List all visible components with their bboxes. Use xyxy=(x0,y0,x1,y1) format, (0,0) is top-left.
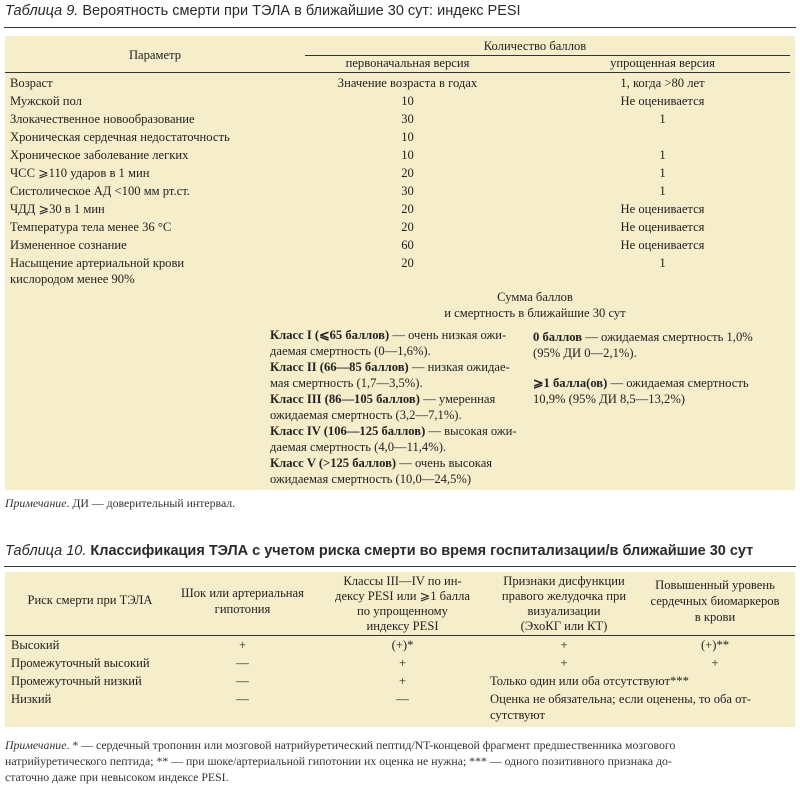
row-param: Возраст xyxy=(10,76,53,90)
class-item xyxy=(270,424,517,439)
table10-title-text: Классификация ТЭЛА с учетом риска смерти во время госпитализации/в ближайшие 30 сут xyxy=(90,543,754,559)
class-text: — высокая ожи- xyxy=(425,424,517,438)
table9-body xyxy=(5,36,795,490)
row-param: Хроническая сердечная недостаточность xyxy=(10,130,230,144)
class-item-line2: ожидаемая смертность (3,2—7,1%). xyxy=(270,408,462,422)
header-rv: Признаки дисфункции xyxy=(503,574,625,588)
note-label: Примечание xyxy=(5,738,67,752)
class-label: Класс IV (106—125 баллов) xyxy=(270,424,426,438)
class-item xyxy=(270,392,495,407)
row-simp: Не оценивается xyxy=(620,94,705,108)
risk-row-rv: + xyxy=(560,638,568,652)
risk-row-label: Промежуточный низкий xyxy=(11,674,142,688)
class-item-line2: мая смертность (1,7—3,5%). xyxy=(270,376,423,390)
row-orig: 60 xyxy=(401,238,414,252)
header-pesi-3: по упрощенному xyxy=(357,604,448,618)
row-param: Измененное сознание xyxy=(10,238,127,252)
row-simp: 1 xyxy=(659,148,666,162)
row-simp: Не оценивается xyxy=(620,202,705,216)
row-simp: 1 xyxy=(659,256,666,270)
row-param: Хроническое заболевание легких xyxy=(10,148,189,162)
row-simp: 1 xyxy=(659,184,666,198)
row-orig: 20 xyxy=(401,166,414,180)
note-text: . ДИ — доверительный интервал. xyxy=(66,496,236,510)
class-item xyxy=(270,456,492,471)
header-bio-2: сердечных биомаркеров xyxy=(650,594,780,608)
header-pesi-2: дексу PESI или ⩾1 балла xyxy=(335,589,470,603)
row-orig: 30 xyxy=(401,112,414,126)
risk-row-rv-merged: Оценка не обязательна; если оценены, то оба от- xyxy=(490,692,752,706)
header-pesi: Классы III—IV по ин- xyxy=(343,574,462,588)
row-param: Насыщение артериальной крови xyxy=(10,256,185,270)
class-item-line2: даемая смертность (4,0—11,4%). xyxy=(270,440,447,454)
class-label: Класс III (86—105 баллов) xyxy=(270,392,420,406)
table9-title-text: Вероятность смерти при ТЭЛА в ближайшие 30 сут: индекс PESI xyxy=(82,3,521,19)
risk-row-shock: — xyxy=(236,692,249,706)
note-label: Примечание xyxy=(5,496,67,510)
risk-row-label: Высокий xyxy=(11,638,60,652)
simp-result xyxy=(533,376,749,391)
sum-line2: и смертность в ближайшие 30 сут xyxy=(444,306,626,320)
risk-row-label: Промежуточный высокий xyxy=(11,656,150,670)
row-param: Мужской пол xyxy=(10,94,82,108)
simp-result-text: — ожидаемая смертность xyxy=(607,376,749,390)
class-item-line2: даемая смертность (0—1,6%). xyxy=(270,344,431,358)
row-orig: 30 xyxy=(401,184,414,198)
simp-result-label: 0 баллов xyxy=(533,330,583,344)
class-label: Класс I (⩽65 баллов) xyxy=(270,328,390,342)
table9-title-rule xyxy=(4,27,796,28)
risk-row-rv-merged: Только один или оба отсутствуют*** xyxy=(490,674,689,688)
row-param: ЧСС ⩾110 ударов в 1 мин xyxy=(10,166,150,180)
risk-row-rv: + xyxy=(560,656,568,670)
row-simp: Не оценивается xyxy=(620,238,705,252)
table9-title xyxy=(5,3,521,19)
note-line1 xyxy=(5,737,675,753)
row-param: ЧДД ⩾30 в 1 мин xyxy=(10,202,105,216)
row-simp: 1, когда >80 лет xyxy=(620,76,705,90)
header-score: Количество баллов xyxy=(483,39,587,53)
simp-result-label: ⩾1 балла(ов) xyxy=(533,376,608,390)
note-line2: натрийуретического пептида; ** — при шоке/артериальной гипотонии их оценка не нужна; *** — одного позитивного признака до- xyxy=(5,754,672,768)
row-param-cont: кислородом менее 90% xyxy=(10,272,135,286)
class-text: — низкая ожидае- xyxy=(408,360,510,374)
table9-note xyxy=(5,495,235,511)
risk-row-label: Низкий xyxy=(11,692,52,706)
risk-row-shock: — xyxy=(236,674,249,688)
header-original: первоначальная версия xyxy=(345,56,470,70)
row-orig: 20 xyxy=(401,220,414,234)
note-text: . * — сердечный тропонин или мозговой натрийуретический пептид/NT-концевой фрагмент предшественника мозгового xyxy=(66,738,676,752)
header-pesi-4: индексу PESI xyxy=(366,619,439,633)
row-orig: Значение возраста в годах xyxy=(337,76,478,90)
header-rv-3: визуализации xyxy=(527,604,601,618)
table10-title-rule xyxy=(4,566,796,567)
header-shock: Шок или артериальная xyxy=(181,586,304,600)
risk-row-bio: + xyxy=(711,656,719,670)
row-simp: 1 xyxy=(659,112,666,126)
class-label: Класс V (>125 баллов) xyxy=(270,456,397,470)
row-param: Систолическое АД <100 мм рт.ст. xyxy=(10,184,190,198)
header-bio-3: в крови xyxy=(694,610,736,624)
note-line3: статочно даже при невысоком индексе PESI. xyxy=(5,770,229,784)
header-rule xyxy=(5,72,790,73)
table9-title-prefix: Таблица 9. xyxy=(5,3,79,19)
header-param: Параметр xyxy=(128,48,182,62)
header-shock-2: гипотония xyxy=(214,602,271,616)
header-rule xyxy=(5,635,795,636)
row-orig: 20 xyxy=(401,256,414,270)
row-orig: 10 xyxy=(401,130,414,144)
class-text: — очень низкая ожи- xyxy=(389,328,507,342)
class-label: Класс II (66—85 баллов) xyxy=(270,360,409,374)
class-item xyxy=(270,360,510,375)
row-param: Злокачественное новообразование xyxy=(10,112,195,126)
class-text: — умеренная xyxy=(419,392,496,406)
simp-result xyxy=(533,330,753,345)
class-item xyxy=(270,328,506,343)
row-simp: Не оценивается xyxy=(620,220,705,234)
simp-result-line2: 10,9% (95% ДИ 8,5—13,2%) xyxy=(533,392,685,406)
sum-line1: Сумма баллов xyxy=(497,290,573,304)
risk-row-pesi: — xyxy=(396,692,409,706)
table10-body xyxy=(5,572,795,727)
row-orig: 10 xyxy=(401,94,414,108)
header-rv-4: (ЭхоКГ или КТ) xyxy=(520,619,608,633)
simp-result-line2: (95% ДИ 0—2,1%). xyxy=(533,346,637,360)
risk-row-pesi: + xyxy=(398,674,407,688)
simp-result-text: — ожидаемая смертность 1,0% xyxy=(582,330,753,344)
table10-title-prefix: Таблица 10. xyxy=(5,543,87,559)
row-orig: 10 xyxy=(401,148,414,162)
header-risk: Риск смерти при ТЭЛА xyxy=(27,593,153,607)
table10-note xyxy=(5,737,675,785)
row-simp: 1 xyxy=(659,166,666,180)
class-item-line2: ожидаемая смертность (10,0—24,5%) xyxy=(270,472,472,486)
class-text: — очень высокая xyxy=(396,456,493,470)
risk-row-pesi: + xyxy=(398,656,407,670)
risk-row-bio: (+)** xyxy=(700,638,730,652)
header-simplified: упрощенная версия xyxy=(610,56,715,70)
risk-row-rv-merged-line2: сутствуют xyxy=(490,708,546,722)
risk-row-shock: — xyxy=(236,656,249,670)
table10-title xyxy=(5,543,753,559)
row-param: Температура тела менее 36 °С xyxy=(10,220,172,234)
header-rv-2: правого желудочка при xyxy=(501,589,627,603)
header-bio: Повышенный уровень xyxy=(655,578,775,592)
risk-row-shock: + xyxy=(238,638,247,652)
row-orig: 20 xyxy=(401,202,414,216)
risk-row-pesi: (+)* xyxy=(391,638,414,652)
